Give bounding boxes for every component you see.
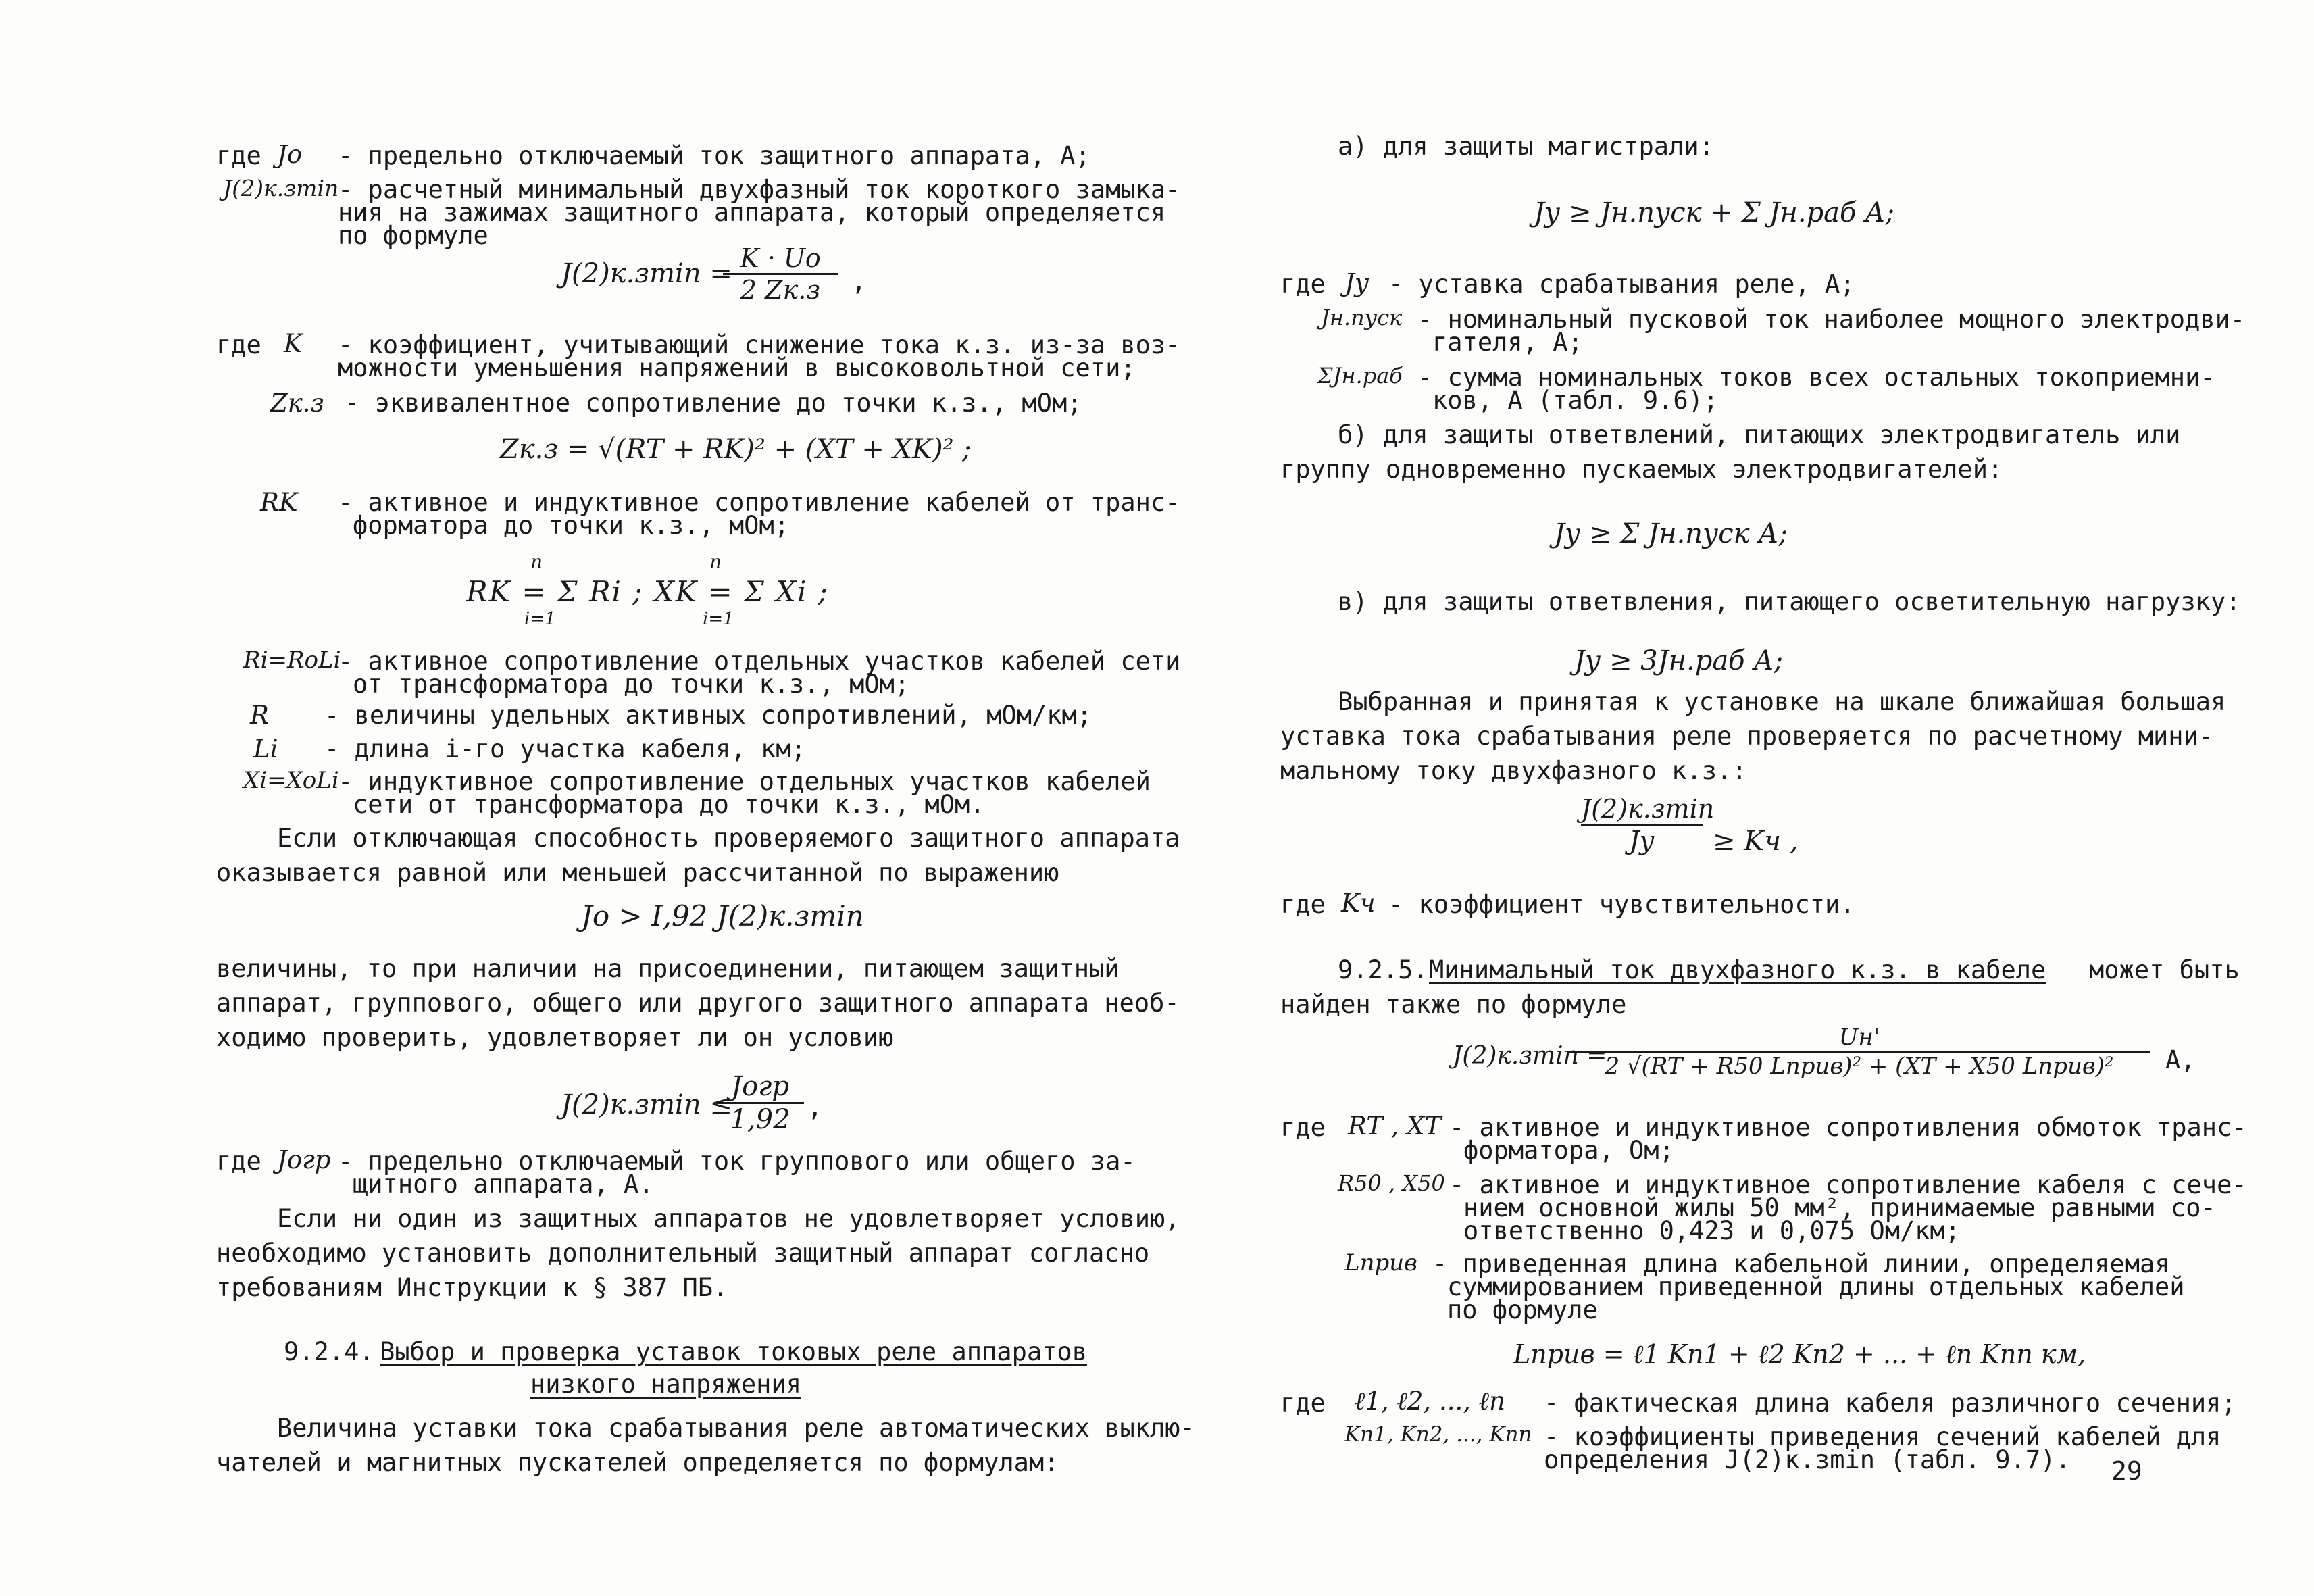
paragraph-line: Если отключающая способность проверяемого защитного аппарата xyxy=(277,824,1180,853)
where-label: где xyxy=(1280,270,1326,299)
formula-e-unit: А, xyxy=(2165,1045,2196,1074)
formula-3-lower-limit-1: i=1 xyxy=(524,609,556,629)
formula-d-numerator: J(2)к.зmin xyxy=(1581,794,1715,824)
where-label: где xyxy=(216,141,261,170)
def-jn-pusk-2: гателя, А; xyxy=(1432,328,1583,357)
section-title-924: Выбор и проверка уставок токовых реле аппаратов xyxy=(380,1337,1087,1366)
section-title-924-line-2: низкого напряжения xyxy=(530,1370,801,1399)
def-kch: - коэффициент чувствительности. xyxy=(1388,890,1855,919)
case-a-heading: а) для защиты магистрали: xyxy=(1338,132,1714,161)
def-sum-jn-rab-1: - сумма номинальных токов всех остальных токоприемни- xyxy=(1417,363,2215,392)
formula-3: RK = Σ Ri ; XK = Σ Xi ; xyxy=(466,575,829,608)
where-label: где xyxy=(1280,1389,1326,1418)
paragraph-line: мальному току двухфазного к.з.: xyxy=(1280,756,1747,785)
symbol-rk: RK xyxy=(260,488,298,517)
paragraph-line: величины, то при наличии на присоединении, питающем защитный xyxy=(216,954,1120,983)
def-rk-2: форматора до точки к.з., мОм; xyxy=(353,511,790,540)
case-b-heading: б) для защиты ответвлений, питающих электродвигатель или xyxy=(1338,420,2181,449)
symbol-r: R xyxy=(250,701,269,730)
def-xi-2: сети от трансформатора до точки к.з., мОм. xyxy=(353,790,985,819)
symbol-li: Li xyxy=(253,734,278,764)
formula-f: Lприв = ℓ1 Kп1 + ℓ2 Kп2 + ... + ℓn Kпn км, xyxy=(1513,1339,2086,1369)
formula-1-fraction xyxy=(723,243,838,305)
formula-2: Zк.з = √(RT + RK)² + (XT + XK)² ; xyxy=(500,434,972,465)
paragraph-line: Если ни один из защитных аппаратов не удовлетворяет условию, xyxy=(277,1204,1180,1233)
symbol-jo: Jo xyxy=(277,140,303,169)
formula-e-lhs: J(2)к.зmin = xyxy=(1453,1042,1607,1070)
formula-c: Jу ≥ 3Jн.раб А; xyxy=(1574,645,1784,676)
right-page xyxy=(1155,0,2314,1596)
formula-5-fraction xyxy=(716,1071,804,1135)
formula-e-denominator: 2 √(RT + R50 Lприв)² + (XT + X50 Lприв)² xyxy=(1605,1053,2114,1080)
symbol-k: K xyxy=(284,329,303,358)
def-rt-xt-1: - активное и индуктивное сопротивления обмоток транс- xyxy=(1449,1113,2247,1142)
def-jy: - уставка срабатывания реле, А; xyxy=(1388,270,1855,299)
formula-1-denominator: 2 Zк.з xyxy=(740,275,821,305)
formula-d-denominator: Jу xyxy=(1629,826,1655,855)
def-r50-x50-1: - активное и индуктивное сопротивление кабеля с сече- xyxy=(1449,1170,2247,1199)
section-number-925: 9.2.5. xyxy=(1338,955,1428,984)
formula-1-comma: , xyxy=(851,267,867,296)
paragraph-line: необходимо установить дополнительный защитный аппарат согласно xyxy=(216,1239,1150,1268)
def-jo: - предельно отключаемый ток защитного аппарата, А; xyxy=(338,141,1090,170)
formula-5-denominator: 1,92 xyxy=(730,1104,790,1135)
symbol-lpriv: Lприв xyxy=(1344,1249,1417,1276)
symbol-jkz-min: J(2)к.зmin xyxy=(223,175,339,201)
where-label: где xyxy=(216,330,261,359)
section-925-tail: может быть xyxy=(2089,955,2240,984)
def-lpriv-1: - приведенная длина кабельной линии, определяемая xyxy=(1432,1249,2170,1278)
symbol-r50-x50: R50 , X50 xyxy=(1338,1170,1445,1196)
formula-3-upper-limit-1: n xyxy=(530,551,543,573)
formula-a: Jу ≥ Jн.пуск + Σ Jн.раб А; xyxy=(1534,197,1894,228)
def-lpriv-3: по формуле xyxy=(1447,1295,1598,1324)
def-zkz: - эквивалентное сопротивление до точки к.з., мОм; xyxy=(345,389,1082,418)
paragraph-line: требованиям Инструкции к § 387 ПБ. xyxy=(216,1273,728,1302)
paragraph-line: Величина уставки тока срабатывания реле автоматических выклю- xyxy=(277,1414,1195,1443)
def-rt-xt-2: форматора, Ом; xyxy=(1463,1136,1674,1165)
def-sum-jn-rab-2: ков, А (табл. 9.6); xyxy=(1432,386,1719,415)
def-jogr-1: - предельно отключаемый ток группового или общего за- xyxy=(338,1147,1136,1176)
def-k-2: можности уменьшения напряжений в высоковольтной сети; xyxy=(338,353,1136,382)
def-ri-2: от трансформатора до точки к.з., мОм; xyxy=(353,670,910,699)
symbol-kch: Kч xyxy=(1341,889,1376,918)
symbol-l1-ln: ℓ1, ℓ2, ..., ℓn xyxy=(1355,1387,1505,1416)
formula-1-numerator: K · Uo xyxy=(740,243,821,273)
where-label: где xyxy=(1280,890,1326,919)
paragraph-line: оказывается равной или меньшей рассчитанной по выражению xyxy=(216,858,1059,887)
formula-d-tail: ≥ Kч , xyxy=(1713,826,1799,857)
formula-4: Jo > I,92 J(2)к.зmin xyxy=(581,899,864,932)
def-jkz-min-1: - расчетный минимальный двухфазный ток короткого замыка- xyxy=(338,175,1181,204)
where-label: где xyxy=(1280,1113,1326,1142)
formula-1-lhs: J(2)к.зmin = xyxy=(561,258,732,289)
page-number: 29 xyxy=(2111,1456,2142,1486)
def-l1-ln: - фактическая длина кабеля различного сечения; xyxy=(1544,1389,2236,1418)
formula-b: Jу ≥ Σ Jн.пуск А; xyxy=(1554,518,1788,549)
def-kp1-kpn-1: - коэффициенты приведения сечений кабелей для xyxy=(1544,1422,2221,1451)
def-xi-1: - индуктивное сопротивление отдельных участков кабелей xyxy=(338,767,1151,796)
paragraph-line: найден также по формуле xyxy=(1280,990,1627,1019)
def-ri-1: - активное сопротивление отдельных участков кабелей сети xyxy=(338,647,1181,676)
def-r: - величины удельных активных сопротивлений, мОм/км; xyxy=(324,701,1092,730)
symbol-rt-xt: RT , XT xyxy=(1348,1112,1442,1141)
symbol-zkz: Zк.з xyxy=(270,389,324,418)
def-k-1: - коэффициент, учитывающий снижение тока к.з. из-за воз- xyxy=(338,330,1181,359)
symbol-sum-jn-rab: ΣJн.раб xyxy=(1317,363,1403,389)
formula-5-comma: , xyxy=(807,1093,823,1122)
symbol-jy: Jу xyxy=(1344,268,1369,297)
paragraph-line: Выбранная и принятая к установке на шкале ближайшая большая xyxy=(1338,687,2226,716)
formula-e-numerator: Uн' xyxy=(1838,1024,1880,1051)
symbol-jn-pusk: Jн.пуск xyxy=(1321,305,1403,330)
section-number-924: 9.2.4. xyxy=(284,1337,374,1366)
def-r50-x50-3: ответственно 0,423 и 0,075 Ом/км; xyxy=(1463,1216,1961,1245)
formula-3-upper-limit-2: n xyxy=(709,551,722,573)
def-kp1-kpn-2: определения J(2)к.зmin (табл. 9.7). xyxy=(1544,1445,2071,1474)
paragraph-line: аппарат, группового, общего или другого защитного аппарата необ- xyxy=(216,989,1180,1018)
symbol-kp1-kpn: Kп1, Kп2, ..., Kпn xyxy=(1344,1422,1532,1447)
def-jkz-min-2: ния на зажимах защитного аппарата, который определяется xyxy=(338,198,1166,227)
case-c-heading: в) для защиты ответвления, питающего осветительную нагрузку: xyxy=(1338,587,2241,616)
case-b-heading-2: группу одновременно пускаемых электродвигателей: xyxy=(1280,455,2003,484)
formula-5-numerator: Joгр xyxy=(731,1071,789,1102)
def-jkz-min-3: по формуле xyxy=(338,221,488,250)
where-label: где xyxy=(216,1147,261,1176)
formula-d-fraction xyxy=(1581,794,1715,855)
formula-e-fraction xyxy=(1569,1024,2150,1080)
paragraph-line: уставка тока срабатывания реле проверяется по расчетному мини- xyxy=(1280,722,2214,751)
symbol-jogr: Joгр xyxy=(277,1145,331,1174)
paragraph-line: чателей и магнитных пускателей определяется по формулам: xyxy=(216,1448,1059,1477)
def-jogr-2: щитного аппарата, А. xyxy=(353,1170,654,1199)
formula-3-lower-limit-2: i=1 xyxy=(703,609,734,629)
formula-5-lhs: J(2)к.зmin ≤ xyxy=(561,1089,732,1120)
symbol-ri: Ri=RoLi xyxy=(243,647,341,674)
def-rk-1: - активное и индуктивное сопротивление кабелей от транс- xyxy=(338,488,1181,517)
symbol-xi: Xi=XoLi xyxy=(243,767,339,794)
paragraph-line: ходимо проверить, удовлетворяет ли он условию xyxy=(216,1023,894,1052)
def-r50-x50-2: нием основной жилы 50 мм², принимаемые равными со- xyxy=(1463,1193,2216,1222)
def-li: - длина i-го участка кабеля, км; xyxy=(324,734,806,764)
section-title-925: Минимальный ток двухфазного к.з. в кабеле xyxy=(1429,955,2046,984)
def-lpriv-2: суммированием приведенной длины отдельных кабелей xyxy=(1447,1272,2185,1301)
def-jn-pusk-1: - номинальный пусковой ток наиболее мощного электродви- xyxy=(1417,305,2246,334)
